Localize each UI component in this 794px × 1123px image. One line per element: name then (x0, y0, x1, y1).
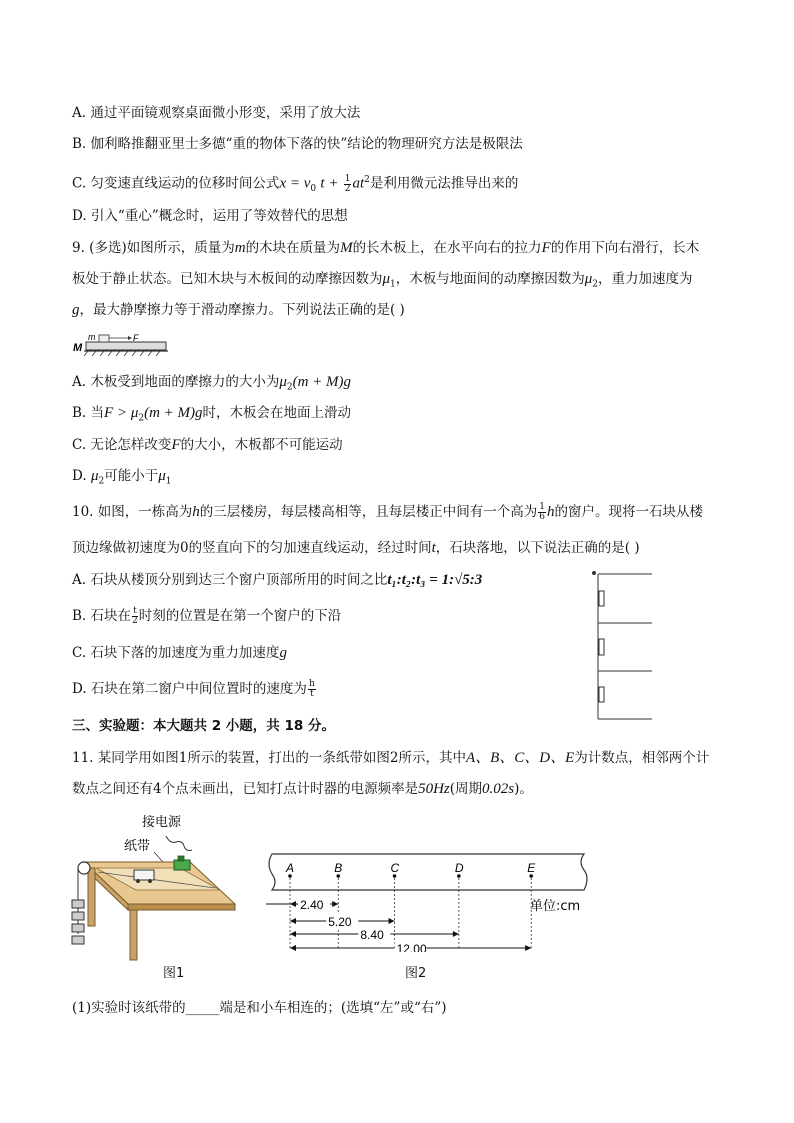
dim-label: 5.20 (328, 915, 352, 929)
small-block (99, 335, 109, 342)
window-2 (599, 639, 604, 655)
tape-point-label: D (454, 861, 464, 875)
tape-label: 纸带 (124, 839, 151, 854)
stone-dot (592, 571, 596, 575)
tape-point-label: E (527, 861, 536, 875)
q8-option-c (72, 170, 518, 199)
paper-tape-figure (262, 852, 597, 952)
answer-blank[interactable]: _____ (185, 1000, 220, 1016)
dim-arrow (389, 918, 395, 924)
q11-stem-line2: 数点之间还有4个点未画出，已知打点计时器的电源频率是50Hz(周期0.02s)。 (72, 781, 533, 797)
q10-option-b: B. 石块在 $\frac{t}{2}$ 时刻的位置是在第一个窗户的下沿 (72, 606, 342, 626)
q10-option-a: A. 石块从楼顶分别到达三个窗户顶部所用的时间之比t₁:t₂:t₃ = 1:√5:3 (72, 572, 483, 588)
dim-arrow (525, 945, 531, 951)
q10-option-c: C. 石块下落的加速度为重力加速度g (72, 645, 287, 661)
window-1 (599, 591, 604, 606)
tape-point-label: A (286, 861, 295, 875)
dim-arrow (290, 901, 296, 907)
dim-arrow (290, 918, 296, 924)
weight (72, 912, 84, 920)
q9-stem-line1: 9. (多选)如图所示，质量为m的木块在质量为M的长木板上，在水平向右的拉力F的作用下向右滑行，长木 (72, 240, 700, 256)
figure-2-caption: 图2 (405, 966, 427, 981)
q10-option-d: D. 石块在第二窗户中间位置时的速度为 $\frac{h}{t}$ (72, 679, 315, 699)
q9-option-a: A. 木板受到地面的摩擦力的大小为$\mu_2(m + M)g$ (72, 374, 352, 393)
weight (72, 936, 84, 944)
figure-1-caption: 图1 (163, 966, 185, 981)
q9-stem-line3: g，最大静摩擦力等于滑动摩擦力。下列说法正确的是( ) (72, 302, 405, 318)
fraction: $\frac{1}{2}$ (344, 173, 351, 194)
fig-label-m: m (88, 332, 96, 342)
power-cord (166, 836, 192, 851)
q8-option-c-tail: 是利用微元法推导出来的 (369, 175, 519, 192)
dim-arrow (290, 945, 296, 951)
unit-label: 单位:cm (530, 899, 581, 914)
building-figure (590, 570, 660, 722)
tape-point-label: B (334, 861, 343, 875)
dim-label: 2.40 (300, 898, 324, 912)
q9-option-b: B. 当$F > \mu_2(m + M)g$时，木板会在地面上滑动 (72, 405, 352, 424)
table-leg (88, 868, 95, 926)
dim-arrow (290, 931, 296, 937)
fig-label-F: F (133, 333, 139, 343)
tape-point-label: C (390, 861, 400, 875)
q8-option-b: B. 伽利略推翻亚里士多德“重的物体下落的快”结论的物理研究方法是极限法 (72, 136, 523, 152)
q10-stem-line1: 10. 如图，一栋高为h的三层楼房，每层楼高相等，且每层楼正中间有一个高为 $\frac{1}{6}$ h的窗户。现将一石块从楼 (72, 502, 703, 522)
weight (72, 924, 84, 932)
pulley (78, 862, 90, 874)
dim-arrow (332, 901, 338, 907)
subscript: 0 (310, 184, 317, 195)
dim-label: 8.40 (360, 928, 384, 942)
apparatus-figure (70, 812, 242, 964)
timer (174, 860, 190, 870)
q9-block-figure (72, 330, 172, 358)
q9-option-c: C. 无论怎样改变F的大小，木板都不可能运动 (72, 437, 343, 453)
q11-stem-line1: 11. 某同学用如图1所示的装置，打出的一条纸带如图2所示，其中A、B、C、D、E为计数点，相邻两个计 (72, 750, 710, 766)
paper-tape (269, 854, 587, 890)
q8-option-a: A. 通过平面镜观察桌面微小形变，采用了放大法 (72, 105, 361, 121)
fig-label-M: M (73, 342, 83, 354)
power-label: 接电源 (142, 815, 182, 830)
long-board (86, 342, 166, 350)
formula: t + (320, 175, 339, 192)
section-3-title: 三、实验题：本大题共 2 小题，共 18 分。 (72, 718, 335, 734)
q10-stem-line2: 顶边缘做初速度为0的竖直向下的匀加速直线运动，经过时间t，石块落地，以下说法正确的是( ) (72, 540, 640, 556)
q8-option-c-text: C. 匀变速直线运动的位移时间公式 (72, 175, 280, 192)
dim-label: 12.00 (396, 942, 427, 952)
superscript: 2 (364, 175, 370, 185)
q11-sub-1: (1)实验时该纸带的_____端是和小车相连的；(选填“左”或“右”) (72, 1000, 447, 1016)
q8-option-d: D. 引入“重心”概念时，运用了等效替代的思想 (72, 208, 348, 224)
formula: x = v (279, 175, 311, 192)
q9-option-d: D. $\mu_2$可能小于$\mu_1$ (72, 468, 172, 487)
weight (72, 900, 84, 908)
table-leg (130, 910, 137, 960)
cart (134, 870, 154, 880)
window-3 (599, 687, 604, 702)
q9-stem-line2: 板处于静止状态。已知木块与木板间的动摩擦因数为$\mu_1$，木板与地面间的动摩擦因数为$\mu_2$，重力加速度为 (72, 271, 693, 290)
formula: at (352, 175, 365, 192)
dim-arrow (453, 931, 459, 937)
